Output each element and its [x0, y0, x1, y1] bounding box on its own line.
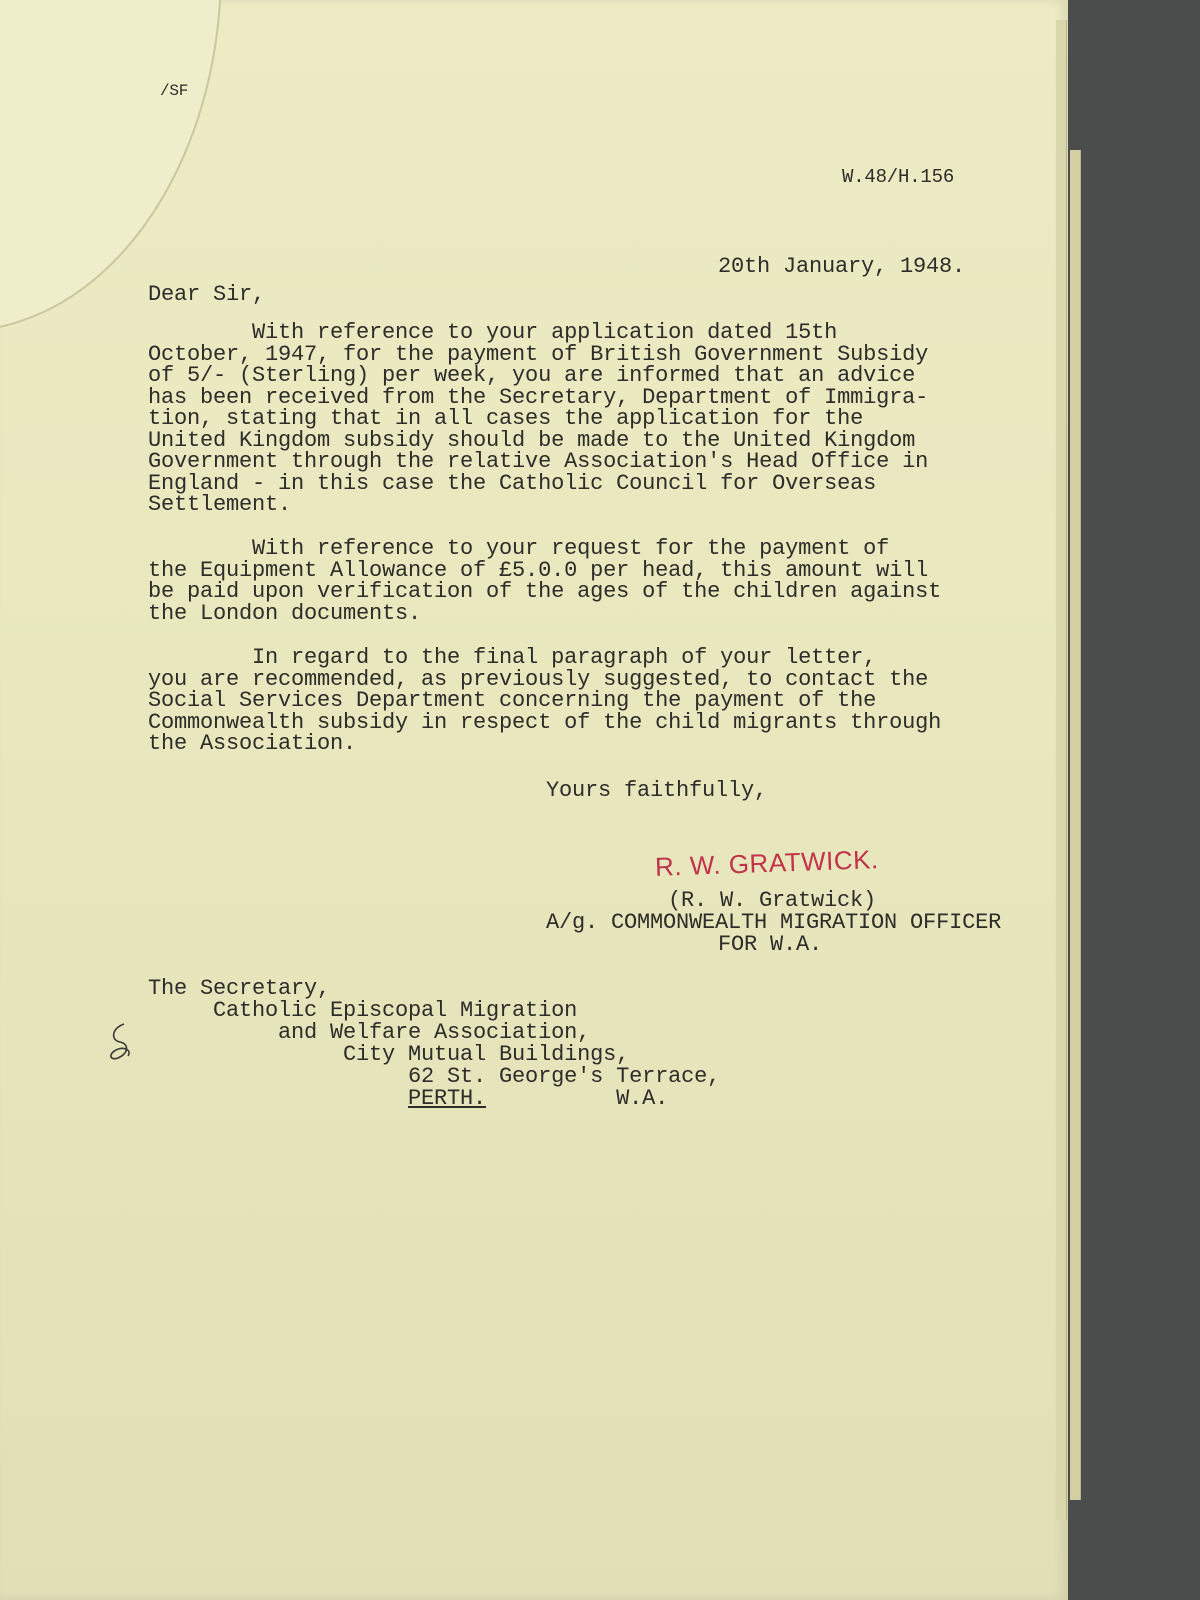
- paragraph-2: [148, 538, 941, 624]
- letter-date: 20th January, 1948.: [718, 254, 966, 279]
- address-line: City Mutual Buildings,: [148, 1042, 630, 1067]
- text-line: With reference to your application dated 15th: [148, 320, 838, 345]
- text-line: the Equipment Allowance of £5.0.0 per head, this amount will: [148, 557, 929, 583]
- reference-left: /SF: [160, 82, 189, 100]
- signatory-title: A/g. COMMONWEALTH MIGRATION OFFICER: [546, 910, 1002, 935]
- signatory-name: (R. W. Gratwick): [668, 888, 877, 913]
- salutation: Dear Sir,: [148, 282, 266, 307]
- address-city: PERTH.: [408, 1086, 487, 1111]
- address-state: W.A.: [616, 1086, 669, 1111]
- text-line: With reference to your request for the payment of: [148, 536, 890, 561]
- text-line: the London documents.: [148, 600, 422, 626]
- address-line: Catholic Episcopal Migration: [148, 998, 578, 1023]
- text-line: Commonwealth subsidy in respect of the child migrants through: [148, 709, 942, 735]
- text-line: In regard to the final paragraph of your letter,: [148, 645, 877, 670]
- text-line: tion, stating that in all cases the application for the: [148, 406, 864, 431]
- text-line: Government through the relative Association's Head Office in: [148, 449, 929, 474]
- address-line: and Welfare Association,: [148, 1020, 591, 1045]
- text-line: you are recommended, as previously suggested, to contact the: [148, 666, 929, 692]
- text-line: Social Services Department concerning the payment of the: [148, 688, 877, 713]
- address-city-line: [148, 1088, 720, 1110]
- text-line: Settlement.: [148, 492, 292, 517]
- signature-stamp: R. W. GRATWICK.: [654, 844, 880, 882]
- closing: Yours faithfully,: [546, 778, 768, 803]
- text-line: the Association.: [148, 731, 357, 756]
- paragraph-1: [148, 322, 928, 516]
- address-line: The Secretary,: [148, 976, 331, 1001]
- recipient-address: [148, 978, 720, 1110]
- page-edge: [1056, 20, 1067, 1520]
- text-line: October, 1947, for the payment of British Government Subsidy: [148, 341, 929, 367]
- signatory-title-line2: FOR W.A.: [718, 932, 823, 957]
- reference-number: W.48/H.156: [842, 166, 955, 188]
- address-line: 62 St. George's Terrace,: [148, 1064, 721, 1089]
- text-line: has been received from the Secretary, Department of Immigra-: [148, 384, 929, 410]
- page-edge-back: [1070, 150, 1081, 1500]
- text-line: of 5/- (Sterling) per week, you are informed that an advice: [148, 363, 916, 388]
- handwritten-initial-mark: [106, 1020, 136, 1062]
- text-line: United Kingdom subsidy should be made to the United Kingdom: [148, 427, 916, 453]
- text-line: be paid upon verification of the ages of the children against: [148, 579, 942, 604]
- text-line: England - in this case the Catholic Council for Overseas: [148, 470, 877, 496]
- paragraph-3: [148, 647, 941, 755]
